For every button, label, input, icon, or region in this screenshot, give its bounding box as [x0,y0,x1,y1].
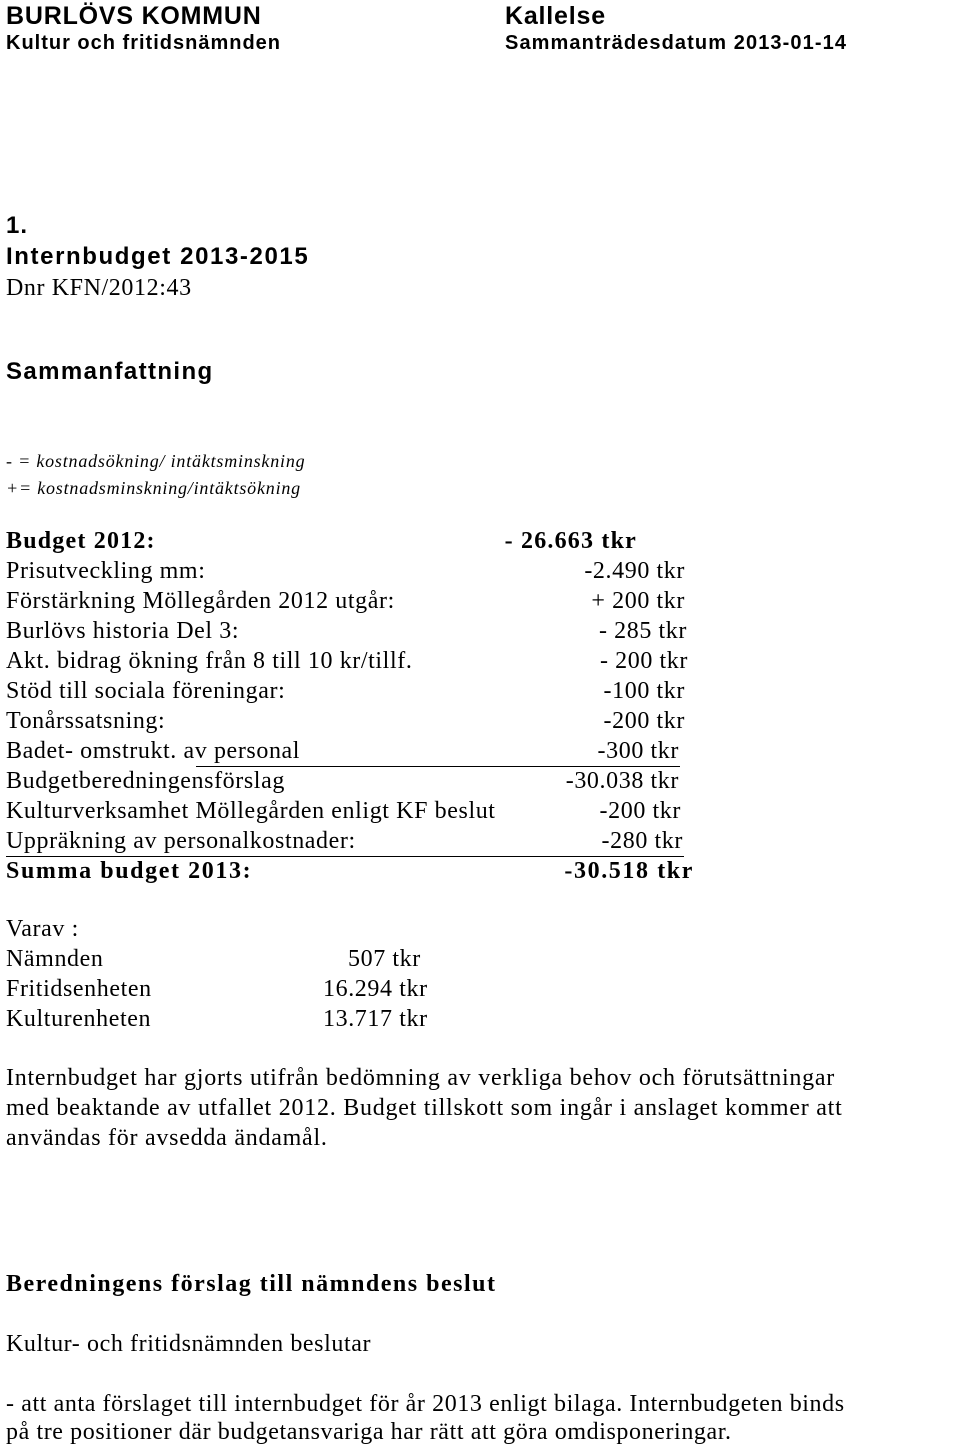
budget-row-label: Badet- omstrukt. av personal [6,738,301,764]
department-name: Kultur och fritidsnämnden [6,32,281,54]
breakdown-value: 13.717 tkr [323,1006,428,1032]
budget-row-value: - 285 tkr [598,618,687,644]
budget-row-label: Prisutveckling mm: [6,558,206,584]
budget-row-value: -2.490 tkr [584,558,685,584]
paragraph-line: användas för avsedda ändamål. [6,1125,328,1151]
budget-row-label: Uppräkning av personalkostnader: [6,828,356,854]
breakdown-label: Nämnden [6,946,104,972]
budget-base-label: Budget 2012: [6,528,156,554]
breakdown-value: 507 tkr [348,946,421,972]
item-title: Internbudget 2013-2015 [6,243,310,270]
org-name: BURLÖVS KOMMUN [6,2,262,30]
document-type: Kallelse [505,2,606,30]
budget-row-value: -300 tkr [597,738,679,764]
budget-row-label: Burlövs historia Del 3: [6,618,240,644]
breakdown-value: 16.294 tkr [323,976,428,1002]
total-underline [6,856,684,857]
summary-heading: Sammanfattning [6,358,214,385]
budget-row-value: -200 tkr [599,798,681,824]
legend-minus: - = kostnadsökning/ intäktsminskning [6,451,306,471]
budget-subtotal-value: -30.038 tkr [565,768,679,794]
budget-row-value: -100 tkr [603,678,685,704]
breakdown-label: Kulturenheten [6,1006,152,1032]
budget-row-value: - 200 tkr [599,648,688,674]
subtotal-underline [196,766,680,767]
paragraph-line: med beaktande av utfallet 2012. Budget tillskott som ingår i anslaget kommer att [6,1095,843,1121]
budget-row-value: + 200 tkr [591,588,685,614]
item-dnr: Dnr KFN/2012:43 [6,275,192,301]
breakdown-label: Fritidsenheten [6,976,152,1002]
budget-row-label: Förstärkning Möllegården 2012 utgår: [6,588,395,614]
proposal-intro: Kultur- och fritidsnämnden beslutar [6,1331,372,1357]
budget-row-value: -280 tkr [601,828,683,854]
legend-plus: += kostnadsminskning/intäktsökning [6,478,301,498]
budget-base-value: - 26.663 tkr [504,528,637,554]
proposal-line: - att anta förslaget till internbudget för år 2013 enligt bilaga. Internbudgeten binds [6,1391,845,1417]
budget-subtotal-label: Budgetberedningensförslag [6,768,285,794]
budget-row-label: Tonårssatsning: [6,708,166,734]
proposal-heading: Beredningens förslag till nämndens beslut [6,1271,497,1297]
budget-row-label: Akt. bidrag ökning från 8 till 10 kr/tillf. [6,648,413,674]
proposal-line: på tre positioner där budgetansvariga har rätt att göra omdisponeringar. [6,1419,732,1445]
budget-total-label: Summa budget 2013: [6,858,253,884]
budget-row-value: -200 tkr [603,708,685,734]
budget-total-value: -30.518 tkr [564,858,694,884]
meeting-date: Sammanträdesdatum 2013-01-14 [505,32,848,54]
budget-row-label: Kulturverksamhet Möllegården enligt KF beslut [6,798,496,824]
paragraph-line: Internbudget har gjorts utifrån bedömning av verkliga behov och förutsättningar [6,1065,836,1091]
breakdown-heading: Varav : [6,916,79,942]
budget-row-label: Stöd till sociala föreningar: [6,678,286,704]
item-number: 1. [6,212,29,239]
